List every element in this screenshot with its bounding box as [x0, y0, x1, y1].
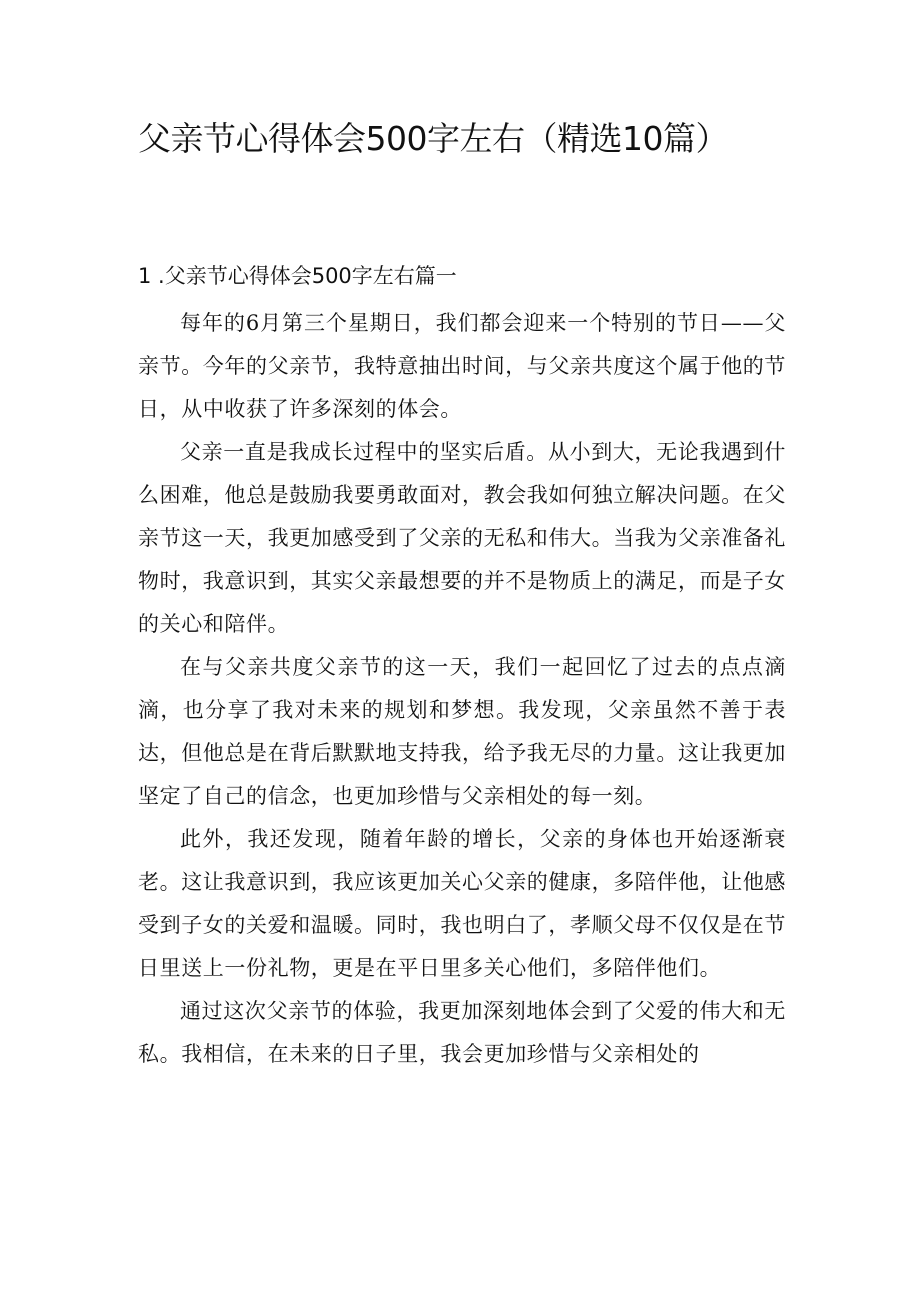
paragraph: 每年的6月第三个星期日，我们都会迎来一个特别的节日——父亲节。今年的父亲节，我特意抽出时间，与父亲共度这个属于他的节日，从中收获了许多深刻的体会。 — [138, 311, 786, 421]
paragraph: 此外，我还发现，随着年龄的增长，父亲的身体也开始逐渐衰老。这让我意识到，我应该更加关心父亲的健康，多陪伴他，让他感受到子女的关爱和温暖。同时，我也明白了，孝顺父母不仅仅是在节日里送上一份礼物，更是在平日里多关心他们，多陪伴他们。 — [138, 827, 786, 980]
paragraph: 通过这次父亲节的体验，我更加深刻地体会到了父爱的伟大和无私。我相信，在未来的日子里，我会更加珍惜与父亲相处的 — [138, 999, 786, 1066]
document-title: 父亲节心得体会500字左右（精选10篇） — [138, 119, 728, 158]
paragraph: 父亲一直是我成长过程中的坚实后盾。从小到大，无论我遇到什么困难，他总是鼓励我要勇敢面对，教会我如何独立解决问题。在父亲节这一天，我更加感受到了父亲的无私和伟大。当我为父亲准备礼物时，我意识到，其实父亲最想要的并不是物质上的满足，而是子女的关心和陪伴。 — [138, 440, 786, 636]
document-body — [138, 302, 786, 1076]
section-heading: 1 .父亲节心得体会500字左右篇一 — [138, 264, 457, 288]
paragraph: 在与父亲共度父亲节的这一天，我们一起回忆了过去的点点滴滴，也分享了我对未来的规划和梦想。我发现，父亲虽然不善于表达，但他总是在背后默默地支持我，给予我无尽的力量。这让我更加坚定了自己的信念，也更加珍惜与父亲相处的每一刻。 — [138, 655, 786, 808]
